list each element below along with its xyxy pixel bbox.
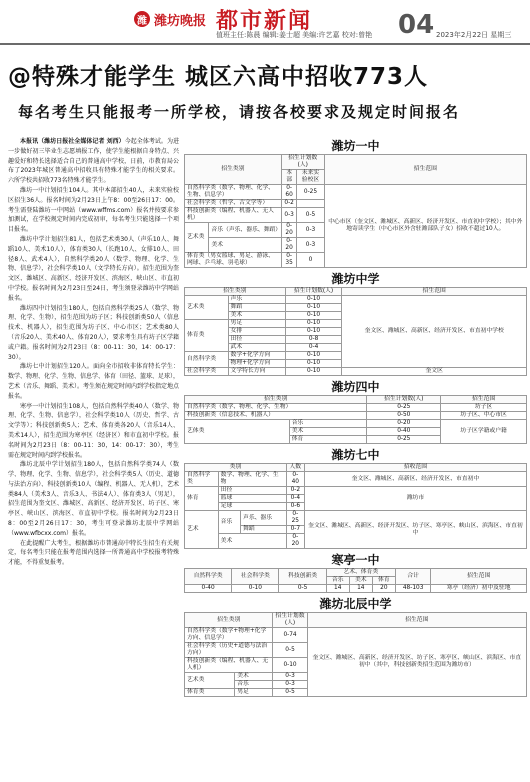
article-paragraph: 潍坊中学计划招生81人，包括艺术类30人（声乐10人、舞蹈10人、美术10人），体育类30人（长跑10人、女排10人、田径8人、武术4人），自然科学类20人（数学、物理、化学、生物、信息学），社会科学类10人（文学特长方向）。招生范围为奎文区、潍城区、高新区、经济开发区、滨海区、峡山区、市直初中学校。报名时间为2月23日至24日，考生须登录潍坊中学网站报名。 [8,235,179,302]
masthead [0,0,530,38]
article-paragraph: 本报讯（潍坊日报社全媒体记者 刘西）今起全体考试。为进一步做好初三毕业生志愿填报工作，使学生能根据自身特点、兴趣爱好和特长选择适合自己的普通高中学校，日前，市教育局公布了2023年城区普通高中招收具有特殊才能学生的相关要求。六所学校共招收773名特殊才能学生。 [8,138,179,185]
school-block-beichen [184,596,527,697]
school-table: 招生类别 招生计划数(人) 招生范围 本部 未来实验校区 自然科学类（数学、物理、化学、生物、信息学） 0-60 0-25 中心市区（奎文区、潍城区、高新区、经济开发区、市直初中学校）；其中外地寄读学生（中心市区外含驻潍部队子女）招收不超过10人。 社会科学类（哲学、古文学等） 0-2 科技创新类（编程、机器人、无人机） 0-3 0-5 艺术类 音乐（声乐、器乐、舞蹈） 0-20 0-3 美术 0-20 0-3 体育类（男女篮球、男足、游泳、网球、乒乓球、羽毛球） 0-35 0 [184,154,527,268]
article-paragraph: 潍坊七中计划招生120人。面向全市招收非体育特长学生：数学、物理、化学、生物、信息学、体育（田径、篮球、足球），艺术（音乐、舞蹈、美术）。考生须在规定时间内到学校指定地点报名。 [8,363,179,400]
school-block-hanting-no1 [184,552,527,593]
article-paragraph: 潍坊北辰中学计划招生180人，包括自然科学类74人（数学、物理、化学、生物、信息学），社会科学类5人（历史、道德与法治方向）、科技创新类10人（编程、机器人、无人机），艺术类84人（美术3人、音乐3人、书法4人）、体育类3人（男足），招生范围为奎文区、潍城区、高新区、经济开发区、坊子区、寒亭区、峡山区、滨海区、市直初中学校。报名时间为2月23日8：00至2月26日17：30，考生可登录潍坊北辰中学网站（www.wfbcxx.com）报名。 [8,461,179,537]
article-body [8,137,179,779]
page-number: 04 [398,10,435,40]
logo-text: 潍坊晚报 [154,13,207,29]
school-title: 潍坊北辰中学 [319,597,392,611]
school-title: 寒亭一中 [331,553,380,567]
school-block-weifang-no1 [184,138,527,268]
school-title: 潍坊一中 [331,139,380,153]
school-block-weifang-no7 [184,447,527,549]
headline: @特殊才能学生 城区六高中招收773人 [8,64,429,90]
article-paragraph: 潍坊一中计划招生104人。其中本部招生40人，未来实验校区招生36人。报名时间为2月23日上午8：00至26日17：00。考生需登陆潍坊一中网站（www.wffms.com）报名并按要求参加测试，在学校规定时间内完成初审，每名考生只能选择一个项目报名。 [8,186,179,234]
logo [134,8,214,30]
school-block-weifang-middle [184,271,527,376]
issue-date: 2023年2月22日 星期三 [436,31,512,39]
school-title: 潍坊四中 [331,380,380,394]
subheadline: 每名考生只能报考一所学校，请按各校要求及规定时间报名 [18,103,461,121]
article-paragraph: 在此提醒广大考生，根据潍坊市普通高中特长生招生有关规定，每名考生只能在报考范围内选择一所普通高中学校报考特殊才能，不得重复报考。 [8,539,179,567]
school-block-weifang-no4 [184,379,527,444]
school-title: 潍坊中学 [331,272,380,286]
article-paragraph: 寒亭一中计划招生108人，包括自然科学类40人（数学、物理、化学、生物、信息学），社会科学类10人（历史、哲学、古文学等）；科技创新类5人；艺术、体育类各20人（音乐14人、美术14人），招生范围为寒亭区（经济区）和市直初中学校。报名时间为2月23日（8：00-11：30，14：00-17：30），考生需在规定时间内到学校报名。 [8,402,179,459]
section-title: 都市新闻 [216,8,313,34]
logo-icon: 潍 [134,11,150,27]
school-table: 自然科学类 社会科学类 科技创新类 艺术、体育类 合计 招生范围 音乐 美术 体育 0-40 0-10 0-5 14 14 20 48-103 寒亭（经济）初中及驻地 [184,568,527,593]
school-table: 招生类别 招生计划数(人) 招生范围 自然科学类（数学+物理+化学方向、信息学） 0-74 奎文区、潍城区、高新区、经济开发区、坊子区、寒亭区、峡山区、滨海区、市直初中（其中，科技创新类招生范围为潍坊市） 社会科学类（历史+道德与法治方向） 0-5 科技创新类（编程、机器人、无人机） 0-10 艺术类 美术 0-3 音乐 0-3 体育类 男足 0-5 [184,612,527,697]
school-table: 类别 人数 招收范围 自然科学类 数学、物理、化学、生物 0-40 奎文区、潍城区、高新区、经济开发区、市直初中 体育 田径 0-2 潍坊市 篮球 0-4 足球 0-6 艺术 音乐 声乐、器乐 0-25 奎文区、潍城区、高新区、经济开发区、坊子区、寒亭区、峡山区、滨海区、市直初中 舞蹈 0-7 美术 0-20 [184,463,527,549]
article-paragraph: 潍坊四中计划招生180人，包括自然科学类25人（数学、物理、化学、生物），招生范围为坊子区；科技创新类50人（信息技术、机器人），招生范围为坊子区、中心市区；艺术类80人（音乐20人、美术40人、体育20人），要求考生具有坊子区学籍或户籍。报名时间为2月23日（8：00-11：30，14：00-17：30）。 [8,304,179,361]
school-table: 招生类别 招生计划数(人) 招生范围 艺术类 声乐 0-10 奎文区、潍城区、高新区、经济开发区、市直初中学校 舞蹈 0-10 美术 0-10 体育类 男足 0-10 女排 0-10 田径 0-8 武术 0-4 自然科学类 数学+化学方向 0-10 物理+化学方向 0-10 社会科学类 文学特长方向 0-10 奎文区 [184,287,527,376]
admission-tables [184,138,527,782]
editor-credits: 值班主任:陈晨 编辑:姜士超 美编:许艺嘉 校对:曾艳 [216,31,373,39]
header-rule [0,43,530,45]
school-table: 招生类别 招生计划数(人) 招生范围 自然科学类（数学、物理、化学、生物） 0-25 坊子区 科技创新类（信息技术、机器人） 0-50 坊子区、中心市区 艺体类 音乐 0-20 坊子区学籍或户籍 美术 0-40 体育 0-25 [184,395,527,444]
school-title: 潍坊七中 [331,448,380,462]
byline: 本报讯（潍坊日报社全媒体记者 刘西） [20,138,125,145]
